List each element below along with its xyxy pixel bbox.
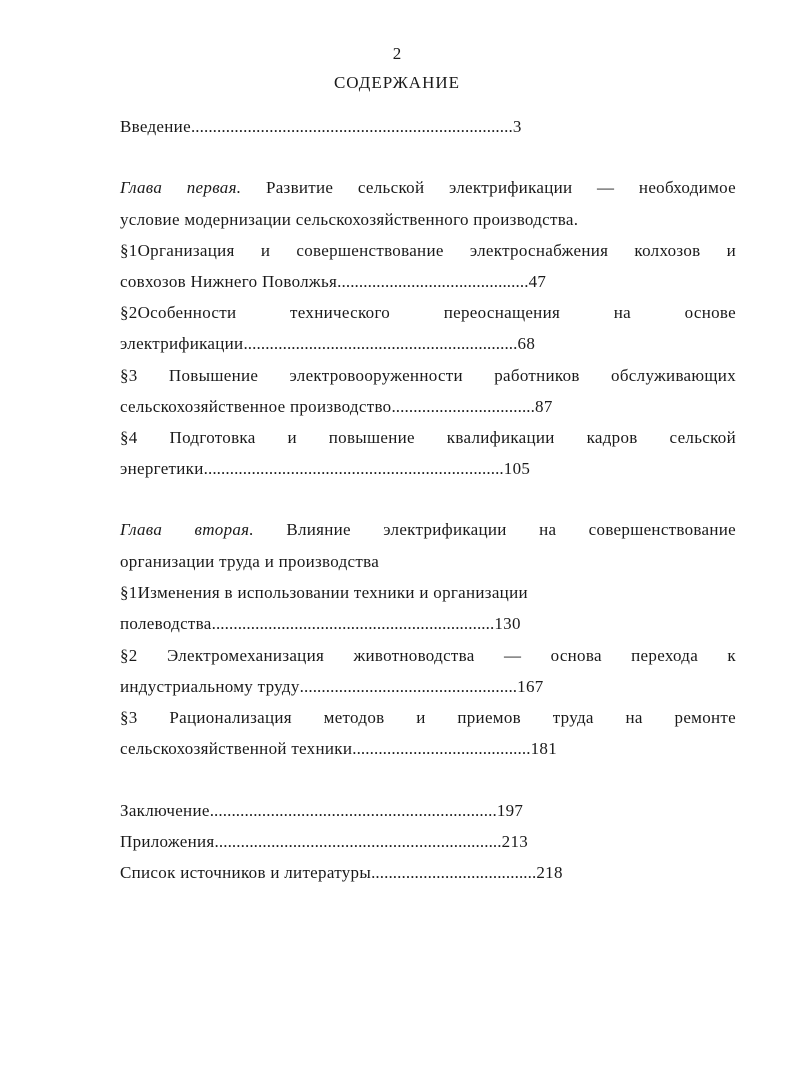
entry-page: 105: [503, 459, 531, 478]
entry-page: 213: [501, 832, 529, 851]
entry-title: Введение: [120, 117, 191, 136]
toc-entry-ch1-s1-line1[interactable]: §1Организация и совершенствование электроснабжения колхозов и: [120, 241, 736, 260]
toc-entry-ch1-s3-line1[interactable]: §3 Повышение электровооруженности работников обслуживающих: [120, 366, 736, 385]
toc-entry-ch1-s4-line1[interactable]: §4 Подготовка и повышение квалификации кадров сельской: [120, 428, 736, 447]
toc-entry-appendices[interactable]: [120, 832, 528, 852]
entry-page: 181: [530, 739, 557, 758]
toc-entry-intro[interactable]: [120, 117, 522, 137]
dot-leader: ...............................................................: [243, 334, 518, 353]
entry-title: совхозов Нижнего Поволжья: [120, 272, 338, 291]
toc-entry-ch2-s1-line1[interactable]: §1Изменения в использовании техники и организации: [120, 583, 528, 602]
page-number: 2: [392, 44, 402, 63]
toc-entry-ch2-s2-line1[interactable]: §2 Электромеханизация животноводства — основа перехода к: [120, 646, 736, 665]
entry-title: Заключение: [120, 801, 210, 820]
dot-leader: ..........................................................................: [190, 117, 513, 136]
dot-leader: .........................................: [352, 739, 531, 758]
toc-entry-ch1-s2-line1[interactable]: §2Особенности технического переоснащения на основе: [120, 303, 736, 322]
toc-entry-sources[interactable]: [120, 863, 563, 883]
dot-leader: .................................: [391, 397, 536, 416]
dot-leader: ..................................................................: [209, 801, 497, 820]
dot-leader: ..................................................................: [214, 832, 502, 851]
entry-title: Приложения: [120, 832, 215, 851]
dot-leader: ..................................................: [299, 677, 518, 696]
dot-leader: .....................................................................: [203, 459, 504, 478]
entry-title: Список источников и литературы: [120, 863, 372, 882]
entry-page: 167: [517, 677, 544, 696]
toc-entry-ch2-s3-line1[interactable]: §3 Рационализация методов и приемов труда на ремонте: [120, 708, 736, 727]
toc-entry-ch2-s3-line2[interactable]: [120, 739, 557, 759]
dot-leader: .................................................................: [211, 614, 495, 633]
chapter-2-title-line1: [120, 520, 736, 540]
toc-entry-ch1-s4-line2[interactable]: [120, 459, 530, 479]
chapter-1-title: Развитие сельской электрификации — необходимое: [265, 178, 736, 197]
dot-leader: ......................................: [371, 863, 537, 882]
chapter-1-label: Глава первая.: [120, 178, 242, 197]
entry-page: 3: [512, 117, 522, 136]
entry-page: 218: [536, 863, 563, 882]
toc-heading: СОДЕРЖАНИЕ: [333, 73, 461, 92]
chapter-2-title: Влияние электрификации на совершенствование: [286, 520, 736, 539]
dot-leader: ............................................: [337, 272, 529, 291]
chapter-1-title-line1: [120, 178, 736, 198]
toc-entry-ch2-s2-line2[interactable]: [120, 677, 544, 697]
entry-page: 197: [496, 801, 524, 820]
chapter-1-title-line2: условие модернизации сельскохозяйственного производства.: [120, 210, 579, 229]
entry-page: 87: [535, 397, 553, 416]
entry-page: 47: [528, 272, 547, 291]
toc-entry-conclusion[interactable]: [120, 801, 523, 821]
toc-entry-ch2-s1-line2[interactable]: [120, 614, 521, 634]
entry-title: сельскохозяйственной техники: [120, 739, 353, 758]
entry-page: 130: [494, 614, 521, 633]
entry-title: индустриальному труду: [120, 677, 300, 696]
entry-page: 68: [517, 334, 536, 353]
entry-title: полеводства: [120, 614, 212, 633]
toc-entry-ch1-s2-line2[interactable]: [120, 334, 535, 354]
entry-title: сельскохозяйственное производство: [120, 397, 392, 416]
chapter-2-title-line2: организации труда и производства: [120, 552, 380, 571]
entry-title: энергетики: [120, 459, 204, 478]
chapter-2-label: Глава вторая.: [120, 520, 254, 539]
toc-entry-ch1-s1-line2[interactable]: [120, 272, 546, 292]
toc-entry-ch1-s3-line2[interactable]: [120, 397, 553, 417]
entry-title: электрификации: [120, 334, 244, 353]
